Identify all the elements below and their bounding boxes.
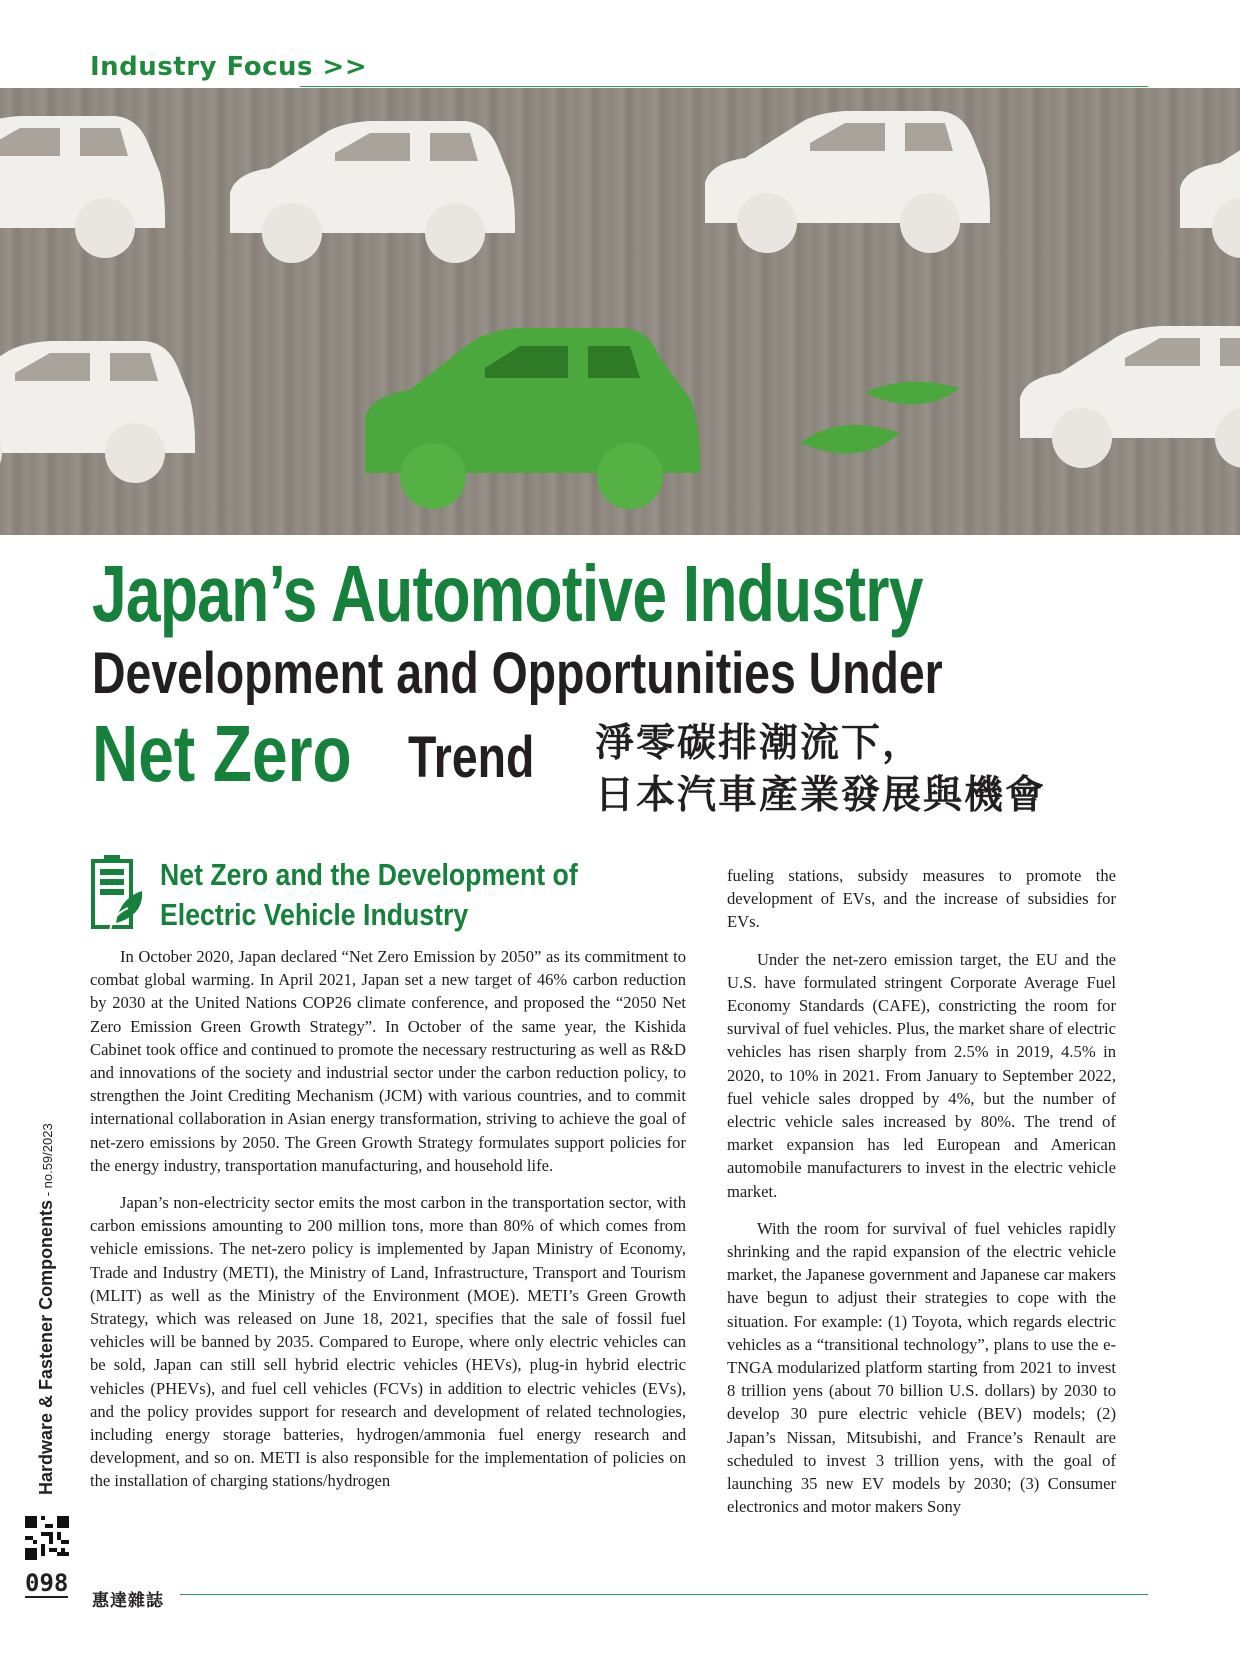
magazine-name: 惠達雜誌 bbox=[92, 1591, 164, 1611]
paragraph: fueling stations, subsidy measures to promote the development of EVs, and the increase of subsidies for EVs. bbox=[727, 866, 1116, 932]
paragraph: Under the net-zero emission target, the EU and the U.S. have formulated stringent Corporate Average Fuel Economy Standards (CAFE), constricting the room for survival of fuel vehicles. Plus, the market share of electric vehicles has risen sharply from 2.5% in 2019, 4.5% in 2020, to 10% in 2021. From January to September 2022, fuel vehicle sales dropped by 4%, but the number of electric vehicle sales increased by 80%. The trend of market expansion has led European and American automobile manufacturers to invest in the electric vehicle market. bbox=[727, 949, 1116, 1201]
top-divider bbox=[300, 86, 1148, 87]
page-number: 098 bbox=[25, 1569, 69, 1597]
publication-side-label bbox=[36, 1123, 57, 1495]
section-label: Industry Focus >> bbox=[90, 52, 368, 82]
chinese-title-line-1: 淨零碳排潮流下， bbox=[595, 721, 924, 766]
qr-code[interactable] bbox=[25, 1516, 69, 1560]
chinese-title bbox=[595, 718, 1046, 822]
title-line-2: Development and Opportunities Under bbox=[92, 641, 943, 706]
bottom-divider bbox=[180, 1594, 1148, 1595]
publication-name: Hardware & Fastener Components bbox=[36, 1199, 56, 1495]
hero-image bbox=[0, 88, 1240, 535]
title-net-zero: Net Zero bbox=[92, 709, 352, 798]
left-column bbox=[90, 945, 686, 1507]
paragraph: With the room for survival of fuel vehicles rapidly shrinking and the rapid expansion of the electric vehicle market, the Japanese government and Japanese car makers have begun to adjust their strategies to cope with the situation. For example: (1) Toyota, which regards electric vehicles as a “transitional technology”, plans to use the e-TNGA modularized platform starting from 2021 to invest 8 trillion yens (about 70 billion U.S. dollars) by 2030 to develop 30 pure electric vehicle (BEV) models; (2) Japan’s Nissan, Mitsubishi, and France’s Renault are scheduled to invest 3 trillion yens, with the goal of launching 35 new EV models by 2030; (3) Consumer electronics and motor makers Sony bbox=[727, 1218, 1116, 1517]
chinese-title-line-2: 日本汽車產業發展與機會 bbox=[595, 773, 1047, 818]
paragraph: Japan’s non-electricity sector emits the most carbon in the transportation sector, with carbon emissions amounting to 200 million tons, more than 80% of which comes from vehicle emissions. The net-zero policy is implemented by Japan Ministry of Economy, Trade and Industry (METI), the Ministry of Land, Infrastructure, Transport and Tourism (MLIT) as well as the Ministry of the Environment (MOE). METI’s Green Growth Strategy, which was released on June 18, 2021, specifies that the sale of fossil fuel vehicles will be banned by 2035. Compared to Europe, where only electric vehicles can be sold, Japan can still sell hybrid electric vehicles (HEVs), plug-in hybrid electric vehicles (PHEVs), and fuel cell vehicles (FCVs) in addition to electric vehicles (EVs), and the policy provides support for research and development of related technologies, including energy storage batteries, hydrogen/ammonia fuel energy research and development, and so on. METI is also responsible for the implementation of policies on the installation of charging stations/hydrogen bbox=[90, 1193, 686, 1491]
leaves-icon bbox=[800, 382, 960, 454]
title-line-1: Japan’s Automotive Industry bbox=[92, 549, 923, 638]
green-car bbox=[365, 328, 700, 509]
title-trend: Trend bbox=[408, 725, 535, 790]
section-heading: Net Zero and the Development of Electric Vehicle Industry bbox=[160, 857, 578, 932]
paragraph: In October 2020, Japan declared “Net Zero Emission by 2050” as its commitment to combat global warming. In April 2021, Japan set a new target of 46% carbon reduction by 2030 at the United Nations COP26 climate conference, and proposed the “2050 Net Zero Emission Green Growth Strategy”. In October of the same year, the Kishida Cabinet took office and continued to promote the necessary restructuring as well as R&D and innovations of the society and industrial sector under the carbon reduction policy, to strengthen the Joint Crediting Mechanism (JCM) with various countries, and to commit international collaboration in Asian energy transformation, striving to achieve the goal of net-zero emissions by 2050. The Green Growth Strategy formulates support policies for the energy industry, transportation manufacturing, and household life. bbox=[90, 947, 686, 1175]
battery-leaf-icon bbox=[90, 853, 146, 933]
right-column bbox=[727, 864, 1116, 1532]
issue-number: - no.59/2023 bbox=[40, 1123, 55, 1200]
